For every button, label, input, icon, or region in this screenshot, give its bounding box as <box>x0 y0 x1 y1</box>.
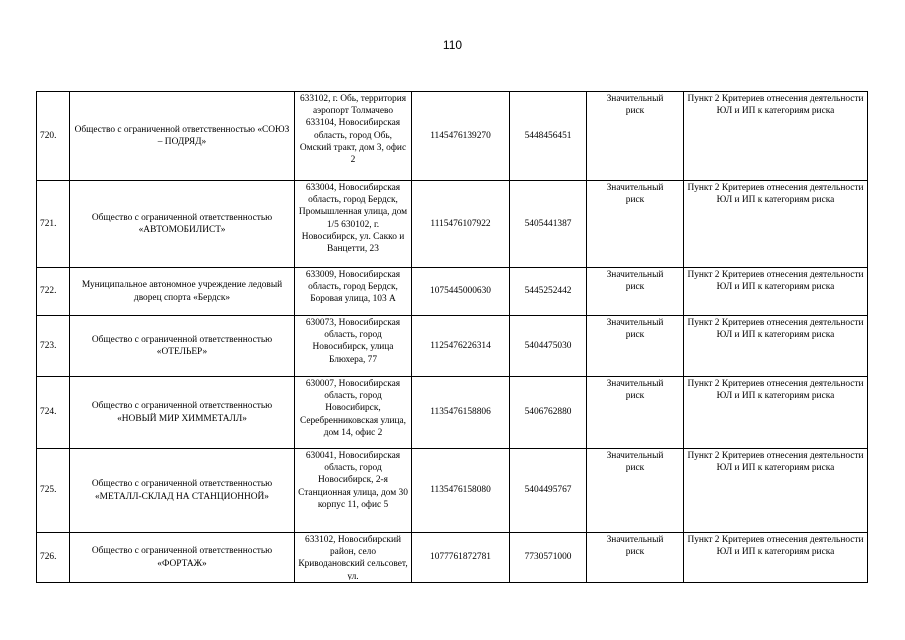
organization-name: Общество с ограниченной ответственностью «СОЮЗ – ПОДРЯД» <box>70 92 295 181</box>
inn-value: 5448456451 <box>510 92 587 181</box>
risk-category-label: Значительный риск <box>606 318 664 341</box>
organization-address: 633102, г. Обь, территория аэропорт Толмачево 633104, Новосибирская область, город Обь, Омский тракт, дом 3, офис 2 <box>295 92 412 181</box>
ogrn-value: 1075445000630 <box>412 268 510 316</box>
risk-criteria: Пункт 2 Критериев отнесения деятельности ЮЛ и ИП к категориям риска <box>684 377 868 449</box>
ogrn-value: 1115476107922 <box>412 181 510 268</box>
risk-category-label: Значительный риск <box>606 94 664 117</box>
organization-name: Общество с ограниченной ответственностью «АВТОМОБИЛИСТ» <box>70 181 295 268</box>
row-number: 724. <box>37 377 70 449</box>
table-row <box>37 533 868 583</box>
risk-registry-table <box>36 91 868 583</box>
row-number: 726. <box>37 533 70 583</box>
table-row <box>37 92 868 181</box>
inn-value: 7730571000 <box>510 533 587 583</box>
organization-address: 630073, Новосибирская область, город Новосибирск, улица Блюхера, 77 <box>295 316 412 377</box>
ogrn-value: 1135476158806 <box>412 377 510 449</box>
organization-name: Общество с ограниченной ответственностью «ФОРТАЖ» <box>70 533 295 583</box>
risk-criteria: Пункт 2 Критериев отнесения деятельности ЮЛ и ИП к категориям риска <box>684 533 868 583</box>
table-row <box>37 181 868 268</box>
ogrn-value: 1125476226314 <box>412 316 510 377</box>
risk-category <box>587 316 684 377</box>
risk-criteria: Пункт 2 Критериев отнесения деятельности ЮЛ и ИП к категориям риска <box>684 316 868 377</box>
inn-value: 5404495767 <box>510 449 587 533</box>
risk-category <box>587 92 684 181</box>
organization-address <box>295 533 412 583</box>
inn-value: 5406762880 <box>510 377 587 449</box>
ogrn-value: 1077761872781 <box>412 533 510 583</box>
organization-address: 630007, Новосибирская область, город Новосибирск, Серебренниковская улица, дом 14, офис 2 <box>295 377 412 449</box>
inn-value: 5445252442 <box>510 268 587 316</box>
risk-category <box>587 181 684 268</box>
row-number: 722. <box>37 268 70 316</box>
risk-category <box>587 449 684 533</box>
risk-category-label: Значительный риск <box>606 535 664 558</box>
risk-category <box>587 377 684 449</box>
risk-criteria: Пункт 2 Критериев отнесения деятельности ЮЛ и ИП к категориям риска <box>684 92 868 181</box>
page-number: 110 <box>442 38 463 52</box>
row-number: 720. <box>37 92 70 181</box>
row-number: 723. <box>37 316 70 377</box>
organization-address: 630041, Новосибирская область, город Новосибирск, 2-я Станционная улица, дом 30 корпус 11, офис 5 <box>295 449 412 533</box>
organization-address-text: 633102, Новосибирский район, село Криводановский сельсовет, ул. <box>298 535 408 580</box>
row-number: 721. <box>37 181 70 268</box>
risk-category-label: Значительный риск <box>606 451 664 474</box>
ogrn-value: 1135476158080 <box>412 449 510 533</box>
table-row <box>37 449 868 533</box>
organization-name: Муниципальное автономное учреждение ледовый дворец спорта «Бердск» <box>70 268 295 316</box>
ogrn-value: 1145476139270 <box>412 92 510 181</box>
inn-value: 5404475030 <box>510 316 587 377</box>
table-row <box>37 316 868 377</box>
organization-name: Общество с ограниченной ответственностью «ОТЕЛЬЕР» <box>70 316 295 377</box>
risk-category <box>587 533 684 583</box>
organization-name: Общество с ограниченной ответственностью «МЕТАЛЛ-СКЛАД НА СТАНЦИОННОЙ» <box>70 449 295 533</box>
risk-category-label: Значительный риск <box>606 379 664 402</box>
risk-criteria: Пункт 2 Критериев отнесения деятельности ЮЛ и ИП к категориям риска <box>684 449 868 533</box>
organization-address: 633004, Новосибирская область, город Бердск, Промышленная улица, дом 1/5 630102, г. Новосибирск, ул. Сакко и Ванцетти, 23 <box>295 181 412 268</box>
risk-category-label: Значительный риск <box>606 183 664 206</box>
inn-value: 5405441387 <box>510 181 587 268</box>
table-row <box>37 377 868 449</box>
table-row <box>37 268 868 316</box>
risk-criteria: Пункт 2 Критериев отнесения деятельности ЮЛ и ИП к категориям риска <box>684 181 868 268</box>
row-number: 725. <box>37 449 70 533</box>
risk-category-label: Значительный риск <box>606 270 664 293</box>
organization-name: Общество с ограниченной ответственностью «НОВЫЙ МИР ХИММЕТАЛЛ» <box>70 377 295 449</box>
organization-address: 633009, Новосибирская область, город Бердск, Боровая улица, 103 А <box>295 268 412 316</box>
risk-category <box>587 268 684 316</box>
risk-criteria: Пункт 2 Критериев отнесения деятельности ЮЛ и ИП к категориям риска <box>684 268 868 316</box>
